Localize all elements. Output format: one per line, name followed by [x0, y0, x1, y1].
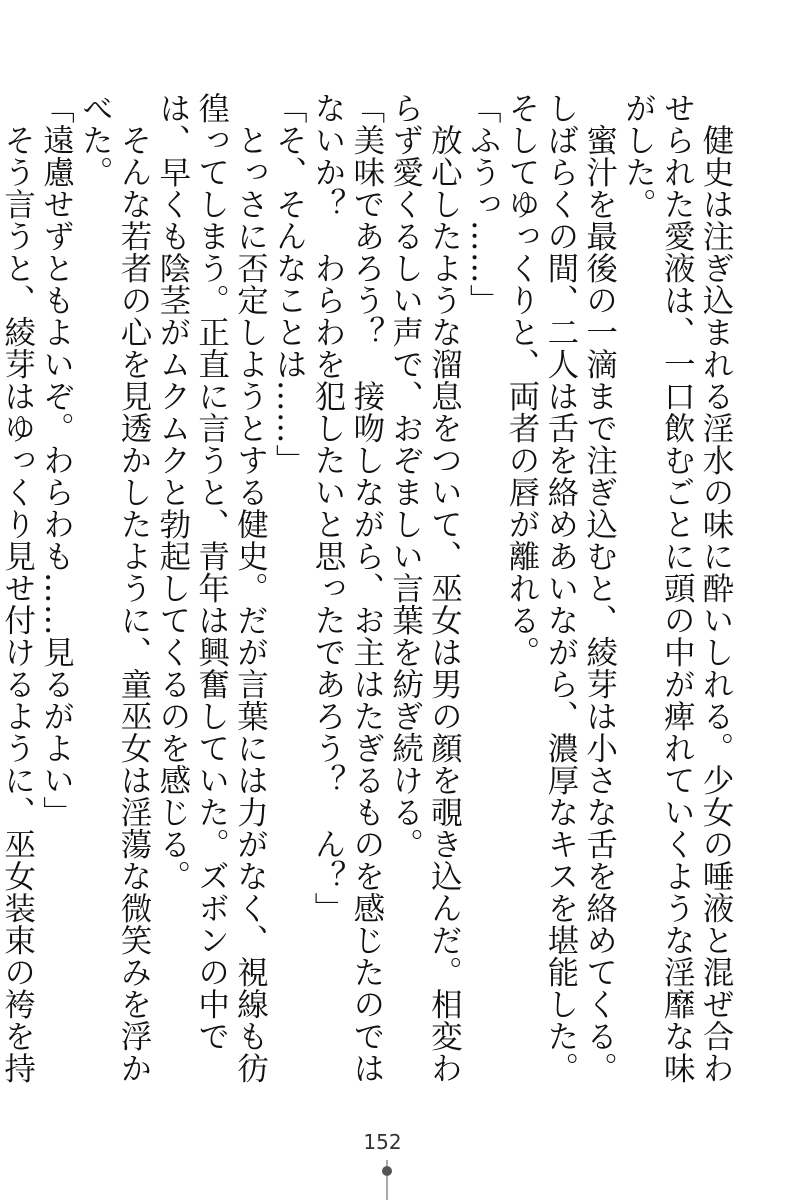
- page-ornament-icon: [377, 1160, 397, 1200]
- paragraph: 放心したような溜息をついて、巫女は男の顔を覗き込んだ。相変わらず愛くるしい声で、おぞましい言葉を紡ぎ続ける。: [387, 92, 463, 1084]
- paragraph: そう言うと、綾芽はゆっくり見せ付けるように、巫女装束の袴を持: [0, 124, 36, 1084]
- paragraph: そんな若者の心を見透かしたように、童巫女は淫蕩な微笑みを浮かべた。: [77, 92, 153, 1084]
- page-number: 152: [363, 1130, 402, 1154]
- paragraph: 蜜汁を最後の一滴まで注ぎ込むと、綾芽は小さな舌を絡めてくる。しばらくの間、二人は舌を絡めあいながら、濃厚なキスを堪能した。そしてゆっくりと、両者の唇が離れる。: [504, 92, 618, 1084]
- paragraph: 健史は注ぎ込まれる淫水の味に酔いしれる。少女の唾液と混ぜ合わせられた愛液は、一口飲むごとに頭の中が痺れていくような淫靡な味がした。: [620, 92, 734, 1084]
- paragraph: とっさに否定しようとする健史。だが言葉には力がなく、視線も彷徨ってしまう。正直に言うと、青年は興奮していた。ズボンの中では、早くも陰茎がムクムクと勃起してくるのを感じる。: [154, 92, 269, 1084]
- paragraph: 「ふうっ……」: [465, 92, 502, 316]
- paragraph: 「そ、そんなことは……」: [271, 92, 308, 476]
- vertical-text-body: [0, 92, 735, 1102]
- paragraph: 「美味であろう？ 接吻しながら、お主はたぎるものを感じたのではないか？ わらわを犯したいと思ったであろう？ ん？」: [310, 92, 385, 1084]
- paragraph: 「遠慮せずともよいぞ。わらわも……見るがよい」: [38, 92, 75, 828]
